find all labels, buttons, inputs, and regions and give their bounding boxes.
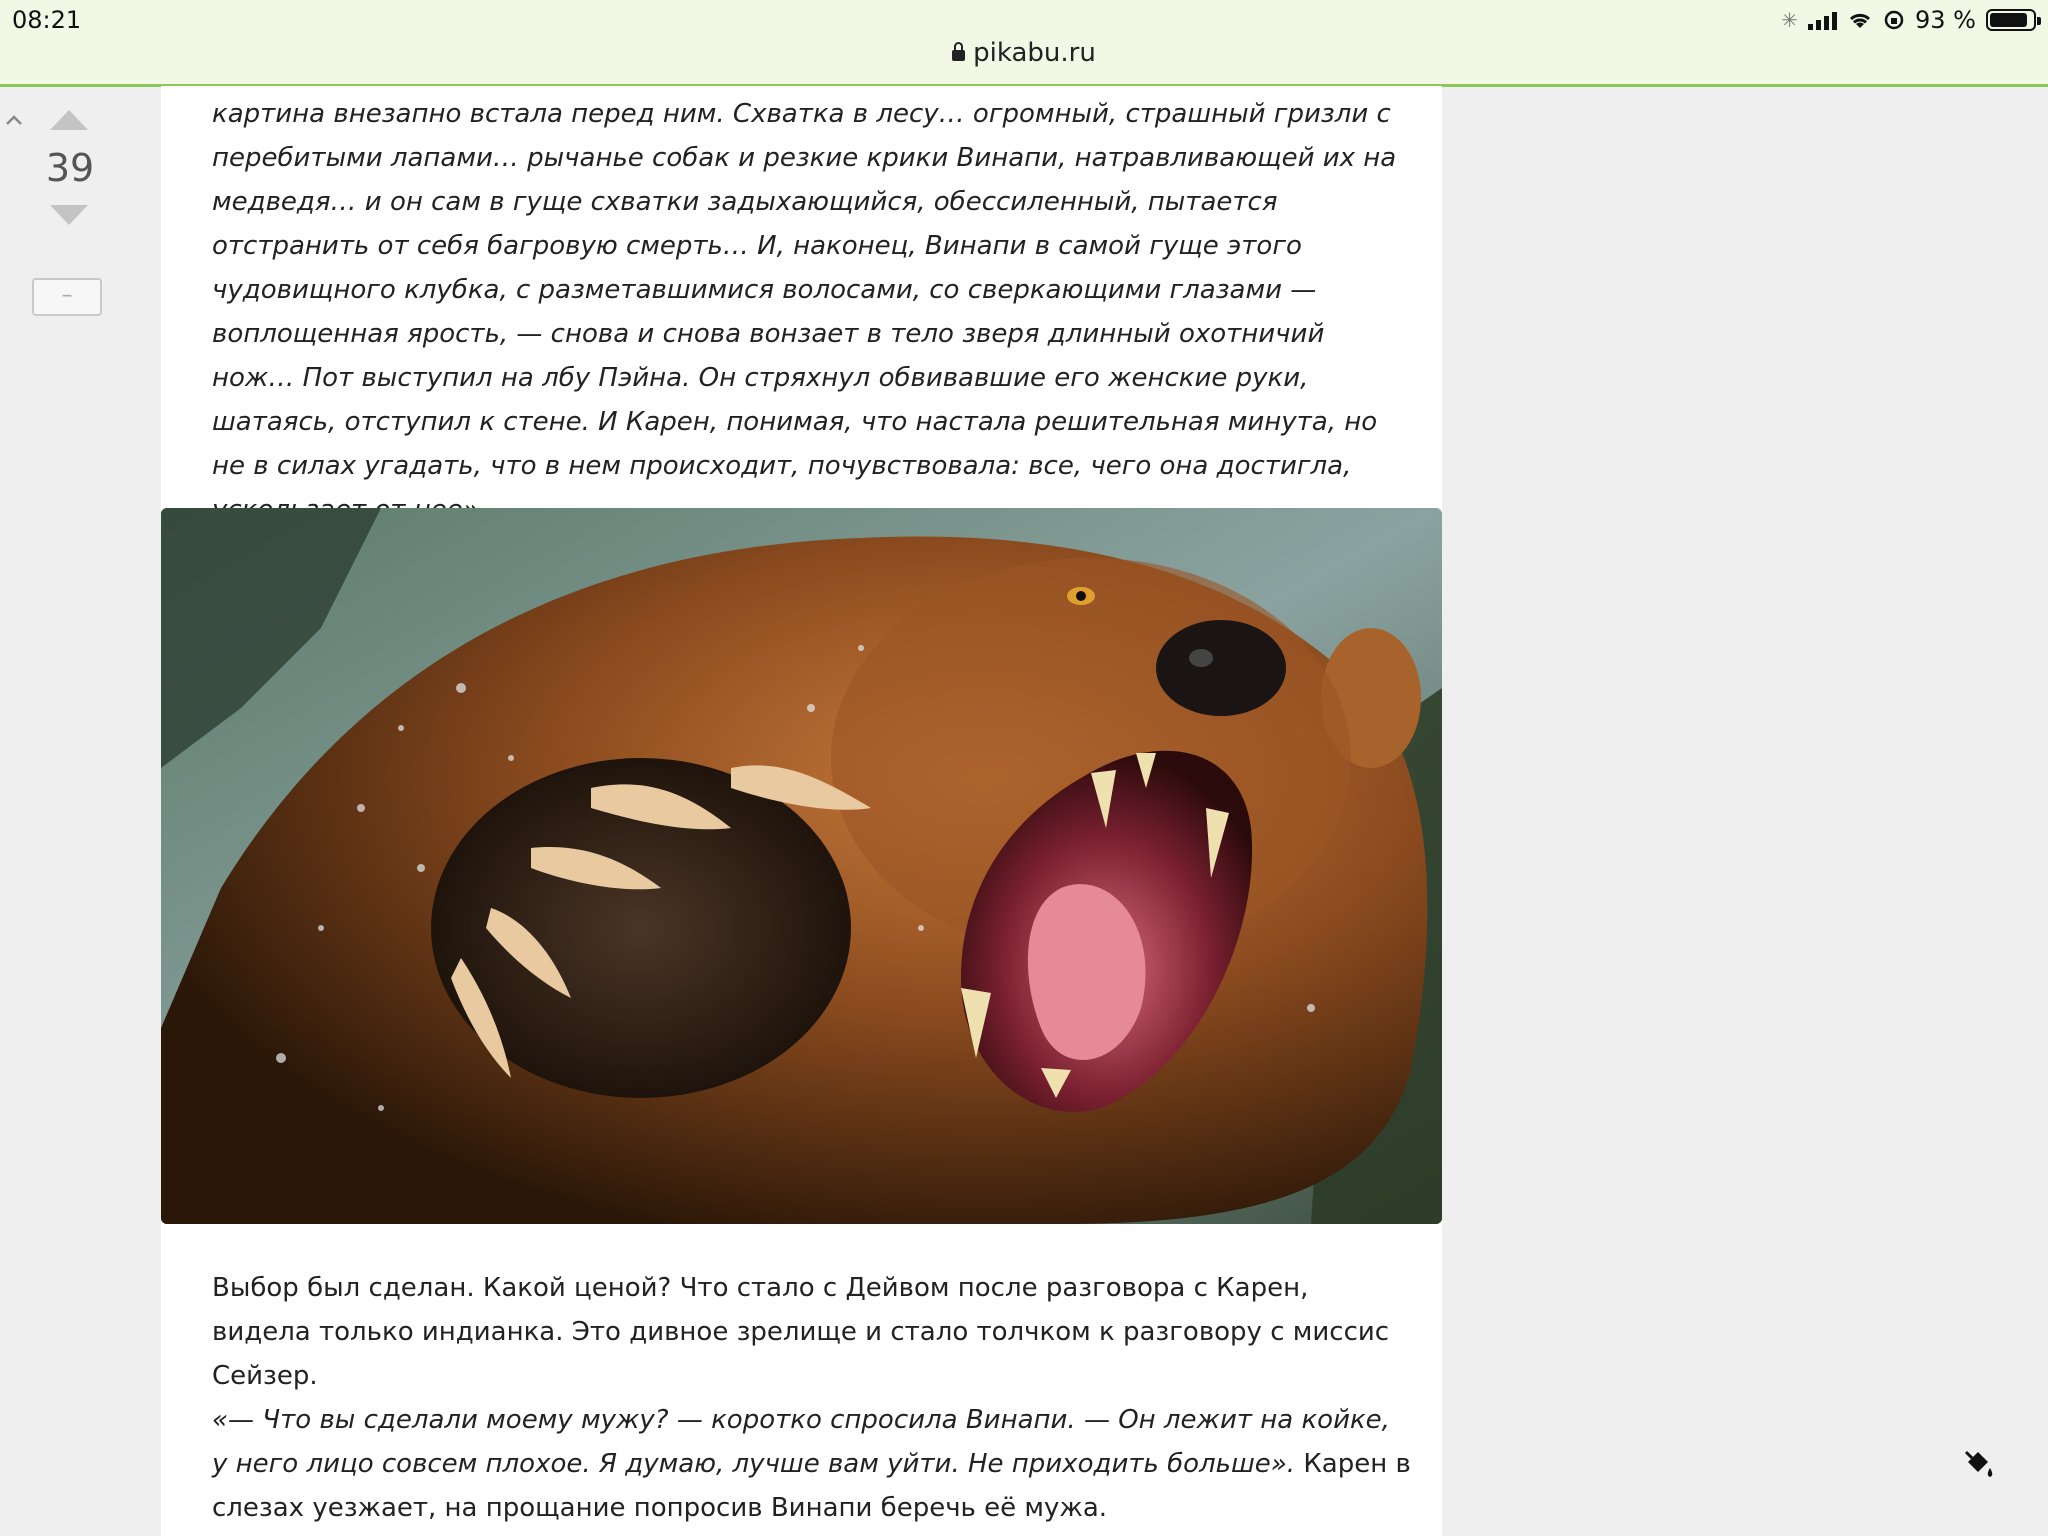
- collapse-post-button[interactable]: –: [32, 278, 102, 316]
- status-time: 08:21: [12, 6, 82, 34]
- browser-top-bar: [0, 0, 2048, 87]
- rating-count: 39: [45, 146, 95, 190]
- bear-image[interactable]: [161, 508, 1442, 1224]
- cellular-signal-icon: [1808, 10, 1837, 30]
- article-paragraph: картина внезапно встала перед ним. Схватка в лесу… огромный, страшный гризли с перебитыми лапами… рычанье собак и резкие крики Винапи, натравливающей их на медведя… и он сам в гуще схватки задыхающийся, обессиленный, пытается отстранить от себя багровую смерть… И, наконец, Винапи в самой гуще этого чудовищного клубка, с разметавшимися волосами, со сверкающими глазами — воплощенная ярость, — снова и снова вонзает в тело зверя длинный охотничий нож… Пот выступил на лбу Пэйна. Он стряхнул обвивавшие его женские руки, шатаясь, отступил к стене. И Карен, понимая, что настала решительная минута, но не в силах угадать, что в нем происходит, почувствовала: все, чего она достигла,: [212, 99, 1397, 481]
- orientation-lock-icon: [1883, 9, 1905, 31]
- activity-icon: ✳: [1781, 8, 1799, 32]
- post-content: [161, 86, 1442, 1536]
- status-icons: [1781, 6, 2036, 34]
- chevron-up-icon[interactable]: [4, 110, 24, 130]
- paint-bucket-icon[interactable]: [1960, 1448, 1994, 1482]
- battery-icon: [1986, 9, 2036, 31]
- battery-percent: 93 %: [1915, 6, 1976, 34]
- wifi-icon: [1847, 10, 1873, 30]
- url-text: pikabu.ru: [973, 38, 1096, 68]
- paragraph-text: Выбор был сделан. Какой ценой? Что стало с Дейвом после разговора с Карен, видела только индианка. Это дивное зрелище и стало толчком к разговору с миссис Сейзер.: [212, 1273, 1390, 1391]
- paragraph-text-end: Карен в слезах уезжает, на прощание попросив Винапи беречь её мужа.: [212, 1449, 1411, 1523]
- quote-text: «— Что вы сделали моему мужу? — коротко спросила Винапи. — Он лежит на койке, у него лицо совсем плохое. Я думаю, лучше вам уйти. Не приходить больше».: [212, 1405, 1390, 1479]
- downvote-button[interactable]: [50, 205, 88, 225]
- article-paragraph: [212, 1266, 1412, 1530]
- lock-icon: [952, 50, 965, 61]
- upvote-button[interactable]: [50, 110, 88, 130]
- address-bar[interactable]: [0, 38, 2048, 68]
